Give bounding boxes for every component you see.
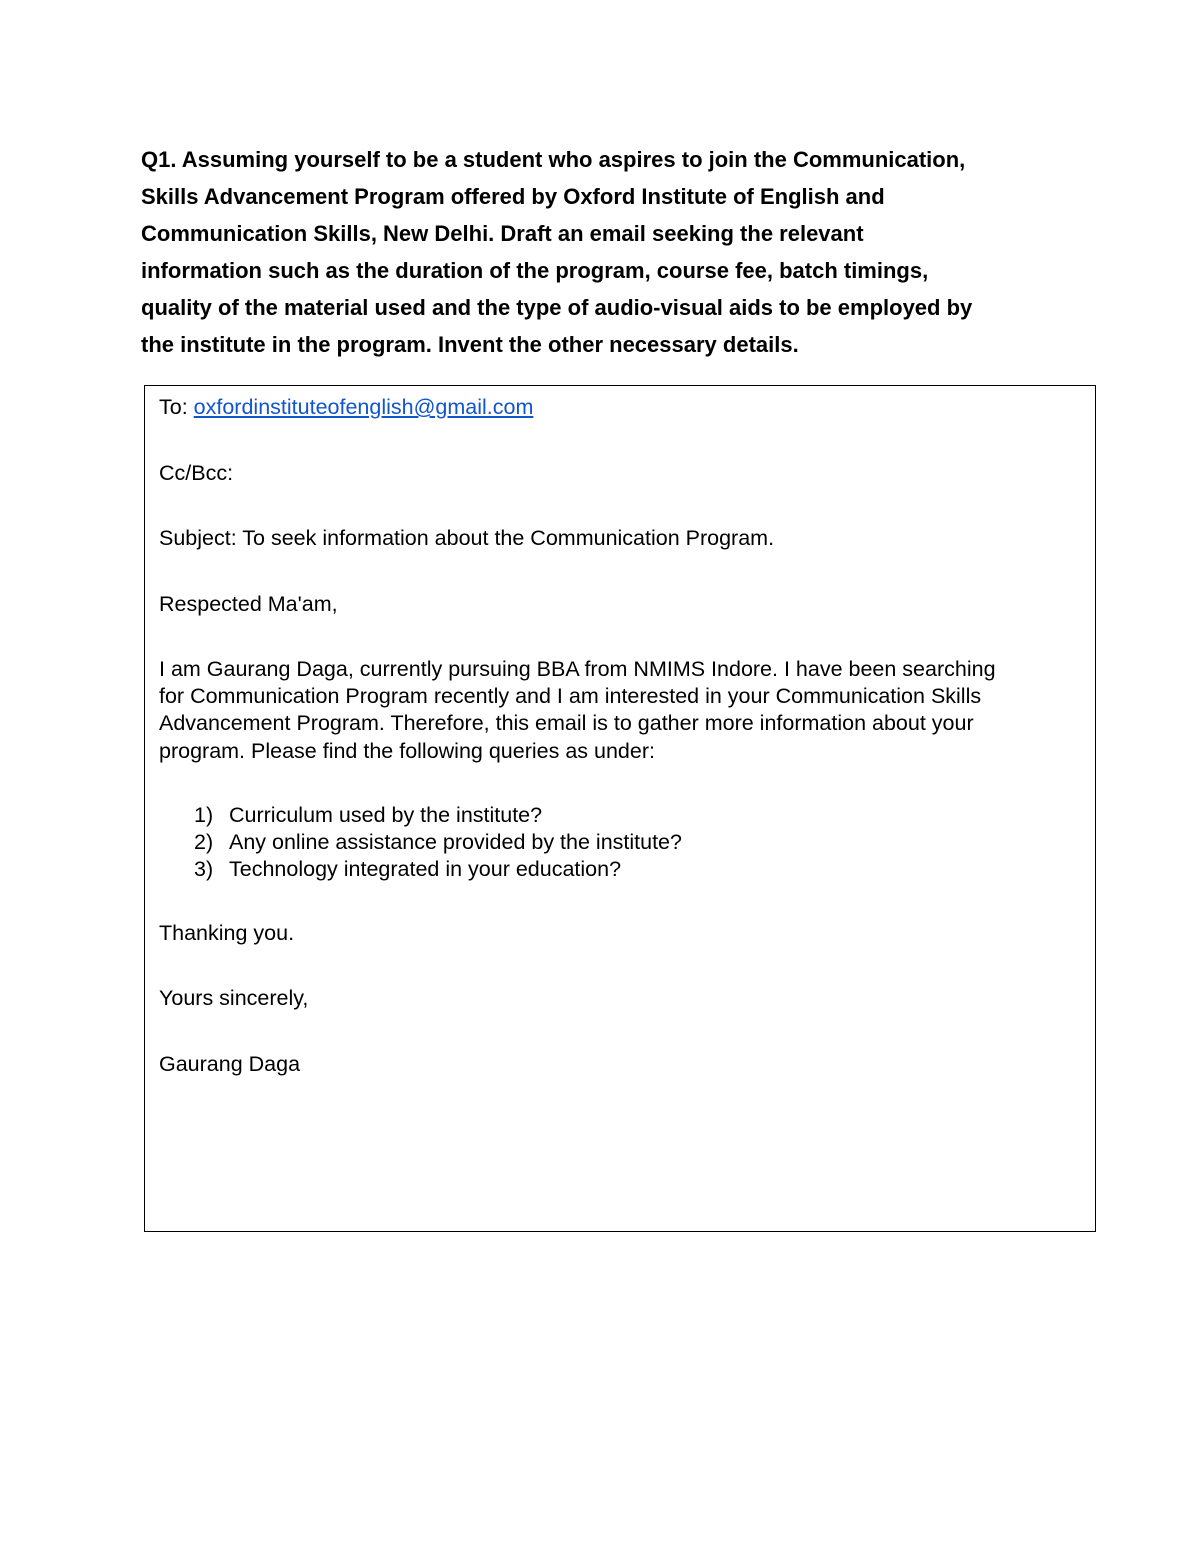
list-item — [159, 856, 1084, 883]
question-line: information such as the duration of the program, course fee, batch timings, — [141, 258, 929, 283]
email-answer-box — [144, 385, 1096, 1232]
body-line: Advancement Program. Therefore, this email is to gather more information about your — [159, 711, 974, 736]
question-line: Communication Skills, New Delhi. Draft an email seeking the relevant — [141, 221, 864, 246]
body-line: program. Please find the following queries as under: — [159, 738, 655, 763]
question-line: quality of the material used and the type of audio-visual aids to be employed by — [141, 295, 973, 320]
subject-line: Subject: To seek information about the Communication Program. — [159, 526, 775, 550]
list-item-text: Technology integrated in your education? — [229, 856, 622, 881]
list-number: 3) — [194, 856, 214, 881]
signature: Gaurang Daga — [159, 1051, 301, 1076]
salutation: Respected Ma'am, — [159, 591, 338, 616]
list-item-text: Curriculum used by the institute? — [229, 802, 543, 827]
list-item — [159, 829, 1084, 856]
body-line: for Communication Program recently and I am interested in your Communication Skills — [159, 684, 982, 709]
cc-line: Cc/Bcc: — [159, 460, 234, 485]
to-email-link[interactable]: oxfordinstituteofenglish@gmail.com — [193, 395, 534, 419]
question-line: Skills Advancement Program offered by Oxford Institute of English and — [141, 184, 885, 209]
email-content — [159, 394, 1084, 1116]
list-number: 2) — [194, 829, 214, 854]
signoff-line: Yours sincerely, — [159, 986, 309, 1011]
to-line — [159, 394, 1084, 422]
closing-line: Thanking you. — [159, 920, 295, 945]
list-item-text: Any online assistance provided by the institute? — [229, 829, 682, 854]
question-text — [141, 141, 1071, 363]
body-line: I am Gaurang Daga, currently pursuing BBA from NMIMS Indore. I have been searching — [159, 657, 996, 681]
list-number: 1) — [194, 802, 214, 827]
email-body-paragraph — [159, 656, 1084, 765]
queries-list — [159, 802, 1084, 883]
question-line: Q1. Assuming yourself to be a student who aspires to join the Communication, — [141, 147, 966, 172]
list-item — [159, 802, 1084, 829]
to-label: To: — [159, 395, 188, 419]
question-line: the institute in the program. Invent the other necessary details. — [141, 332, 799, 357]
